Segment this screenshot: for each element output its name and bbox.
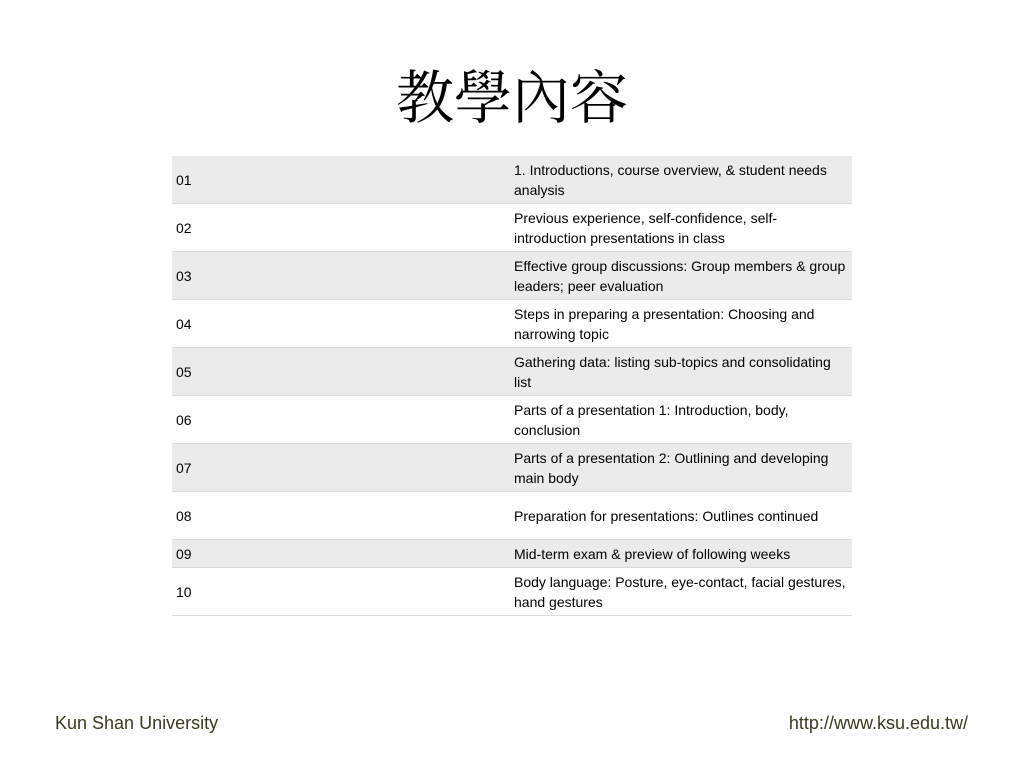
week-topic: Steps in preparing a presentation: Choosing and narrowing topic — [510, 300, 852, 348]
week-topic: 1. Introductions, course overview, & student needs analysis — [510, 156, 852, 204]
week-number: 10 — [172, 568, 510, 616]
week-topic: Mid-term exam & preview of following weeks — [510, 540, 852, 568]
table-row — [172, 156, 852, 204]
table-row — [172, 540, 852, 568]
week-number: 04 — [172, 300, 510, 348]
week-topic: Parts of a presentation 1: Introduction, body, conclusion — [510, 396, 852, 444]
table-row — [172, 300, 852, 348]
week-topic: Preparation for presentations: Outlines continued — [510, 492, 852, 540]
week-topic: Previous experience, self-confidence, self-introduction presentations in class — [510, 204, 852, 252]
table-row — [172, 492, 852, 540]
week-topic: Effective group discussions: Group members & group leaders; peer evaluation — [510, 252, 852, 300]
table-row — [172, 204, 852, 252]
table-row — [172, 444, 852, 492]
week-number: 03 — [172, 252, 510, 300]
week-number: 08 — [172, 492, 510, 540]
week-number: 09 — [172, 540, 510, 568]
schedule-table — [172, 156, 852, 616]
week-topic: Parts of a presentation 2: Outlining and developing main body — [510, 444, 852, 492]
week-number: 06 — [172, 396, 510, 444]
week-number: 07 — [172, 444, 510, 492]
week-topic: Gathering data: listing sub-topics and consolidating list — [510, 348, 852, 396]
table-row — [172, 396, 852, 444]
footer-university-name: Kun Shan University — [55, 713, 219, 733]
week-topic: Body language: Posture, eye-contact, facial gestures, hand gestures — [510, 568, 852, 616]
slide-title: 教學內容 — [395, 64, 628, 132]
week-number: 05 — [172, 348, 510, 396]
week-number: 01 — [172, 156, 510, 204]
footer-url: http://www.ksu.edu.tw/ — [788, 713, 968, 733]
table-row — [172, 252, 852, 300]
week-number: 02 — [172, 204, 510, 252]
table-row — [172, 568, 852, 616]
table-row — [172, 348, 852, 396]
